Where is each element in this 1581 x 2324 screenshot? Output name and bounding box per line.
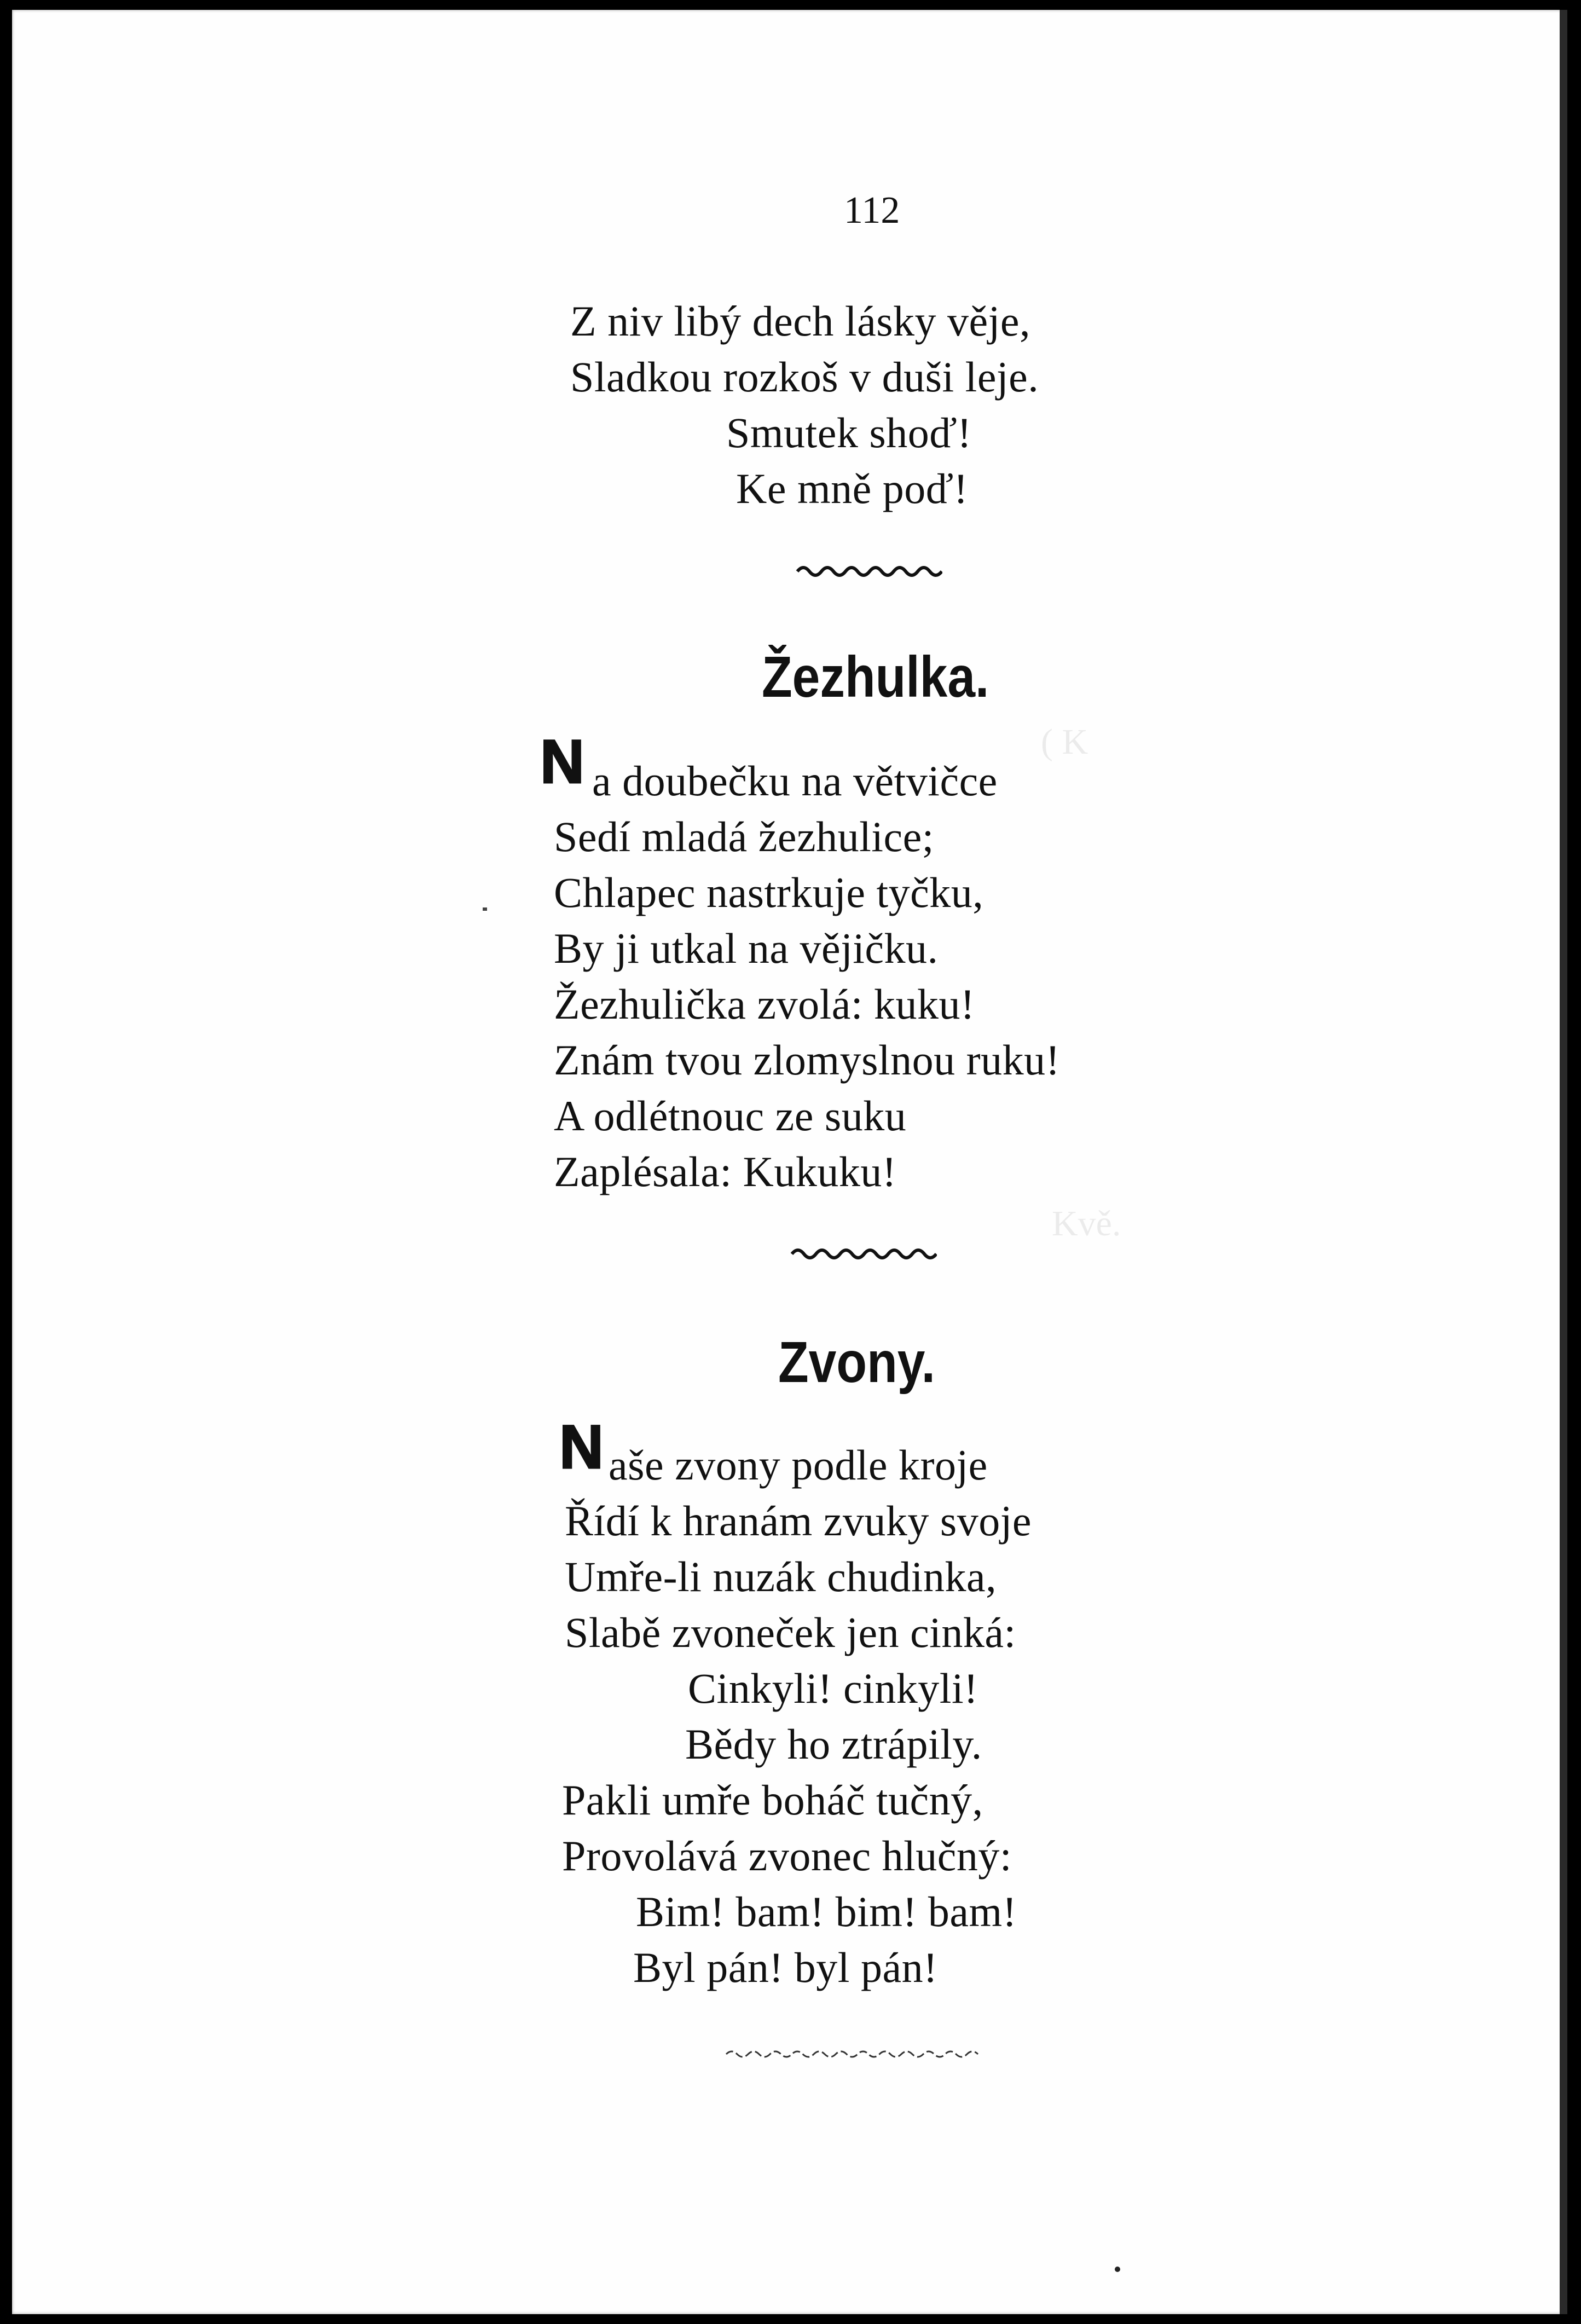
poem-line: Sedí mladá žezhulice; [554,813,934,860]
poem-line: Řídí k hranám zvuky svoje [565,1497,1032,1545]
poem-line: Provolává zvonec hlučný: [562,1832,1012,1880]
poem-title: Zvony. [778,1330,936,1395]
poem-line: Sladkou rozkoš v duši leje. [570,353,1039,401]
poem-line: Smutek shoď! [726,409,972,456]
poem-line: Z niv libý dech lásky věje, [570,297,1030,345]
poem-line: Ke mně poď! [736,465,969,512]
poem-line: Pakli umře boháč tučný, [562,1776,983,1824]
bleed-through-mark: ( K [1041,722,1088,762]
poem-line: aše zvony podle kroje [609,1441,988,1489]
bleed-through-mark: Kvě. [1052,1204,1121,1244]
poem-line: Umře-li nuzák chudinka, [565,1553,997,1600]
paper-speck [483,907,487,911]
poem-line: Cinkyli! cinkyli! [688,1664,978,1712]
poem-line: Slabě zvoneček jen cinká: [565,1609,1016,1656]
drop-cap: N [559,1413,604,1481]
poem-line: a doubečku na větvičce [592,757,998,805]
paper-speck [1115,2267,1120,2272]
poem-line: Znám tvou zlomyslnou ruku! [554,1036,1061,1084]
poem-line: Zaplésala: Kukuku! [554,1148,897,1195]
poem-title: Žezhulka. [762,645,989,709]
end-ornament [723,2046,986,2062]
paper-sheet [12,10,1566,2314]
poem-line: Bim! bam! bim! bam! [636,1888,1017,1935]
page-edge [1560,10,1567,2314]
wavy-divider [789,1244,937,1264]
poem-line: Žezhulička zvolá: kuku! [554,980,975,1028]
poem-line: A odlétnouc ze suku [554,1092,907,1140]
poem-line: Chlapec nastrkuje tyčku, [554,869,984,916]
page-number: 112 [844,189,900,232]
poem-line: Byl pán! byl pán! [633,1944,938,1991]
wavy-divider [795,562,942,581]
poem-line: By ji utkal na vějičku. [554,924,939,972]
poem-line: Bědy ho ztrápily. [685,1720,982,1768]
drop-cap: N [540,727,584,796]
